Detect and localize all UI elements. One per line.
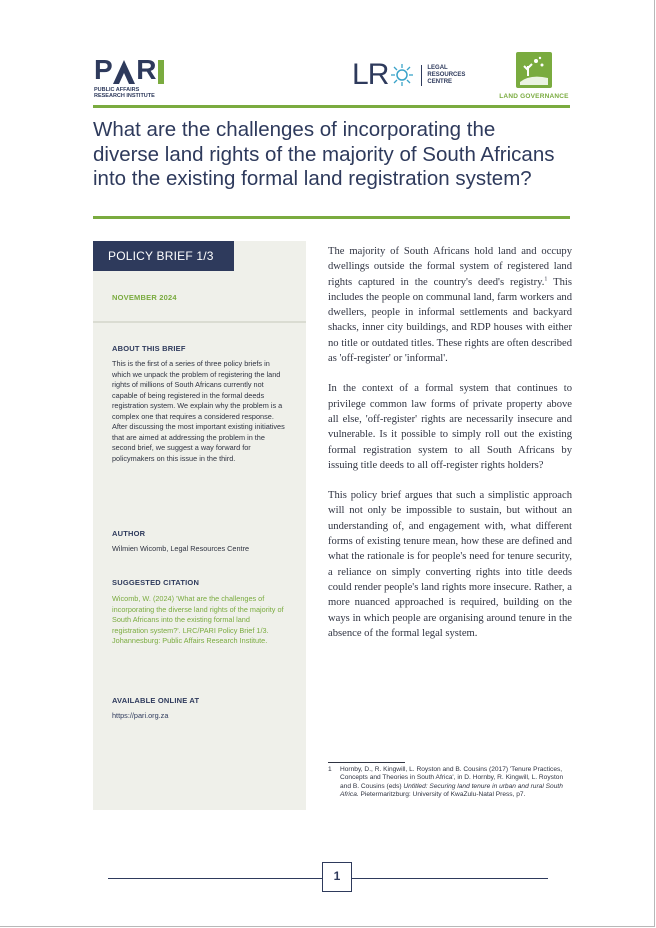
author-text: Wilmien Wicomb, Legal Resources Centre [112, 544, 250, 553]
lrc-letters-l: L [352, 58, 368, 91]
land-governance-logo [498, 52, 570, 100]
paragraph-2: In the context of a formal system that continues to privilege common law forms of private property above all else, 'off-register' rights are necessarily insecure and vulnerable. Is it possible to simply roll out the existing formal registration system to all South Africans by issuing title deeds to all off-register rights holders? [328, 383, 572, 471]
footnote-text [340, 766, 568, 799]
pari-subtitle-line2: RESEARCH INSTITUTE [94, 93, 155, 99]
lrc-subtitle-line2: RESOURCES [427, 71, 466, 78]
lrc-subtitle-line3: CENTRE [427, 78, 453, 85]
online-heading: AVAILABLE ONLINE AT [112, 696, 200, 705]
online-link[interactable]: https://pari.org.za [112, 711, 169, 720]
pari-subtitle-line1: PUBLIC AFFAIRS [94, 87, 140, 93]
pari-subtitle [94, 87, 164, 99]
citation-heading: SUGGESTED CITATION [112, 578, 200, 587]
about-text: This is the first of a series of three policy briefs in which we unpack the problem of registering the land rights of millions of South Africans currently not capable of being registered in the formal deeds registration system. We explain why the problem is a complex one that requires a considered response. After discussing the most important existing initiatives that are aimed at addressing the problem in the second brief, we suggest a way forward for policymakers on this issue in the third. [112, 359, 285, 463]
header-divider [93, 105, 570, 108]
footnote-divider [328, 762, 405, 763]
footnote-text-italic: Untitled: Securing land tenure in urban and rural South Africa. [340, 782, 563, 798]
citation-text: Wicomb, W. (2024) 'What are the challenges of incorporating the diverse land rights of the majority of South Africans into the existing formal land registration system?'. LRC/PARI Policy Brief 1/3. Johannesburg: Public Affairs Research Institute. [112, 594, 284, 645]
lrc-subtitle-line1: LEGAL [427, 64, 448, 71]
footnote-ref[interactable]: 1 [544, 276, 548, 283]
page-number: 1 [322, 862, 352, 892]
author-heading: AUTHOR [112, 529, 146, 538]
footnote-text-b: Pietermaritzburg: University of KwaZulu-Natal Press, p7. [358, 790, 526, 798]
document-title: What are the challenges of incorporating the diverse land rights of the majority of South Africans into the existing formal land registration system? [93, 118, 555, 190]
footnote-number: 1 [328, 766, 332, 773]
title-divider [93, 216, 570, 219]
footnote [328, 766, 568, 799]
paragraph-1-part-a: The majority of South Africans hold land and occupy dwellings outside the formal system of registered land rights captured in the country's deed's registry. [328, 246, 572, 288]
lrc-letters-r: R [367, 58, 389, 91]
main-body [328, 244, 572, 656]
sidebar [93, 241, 306, 810]
paragraph-3: This policy brief argues that such a simplistic approach will not only be impossible to sustain, but without an understanding of, and engagement with, what different forms of existing tenure mean, how these are defined and what the rationale is for people's need for tenure security, a reliance on simply converting rights into title deeds could render people's land rights more insecure. Rather, a more nuanced approached is required, building on the ways in which people are organising around tenure in the absence of the formal legal system. [328, 490, 572, 639]
footnote-text-a: Hornby, D., R. Kingwill, L. Royston and B. Cousins (2017) 'Tenure Practices, Concepts and Theories in South Africa', in D. Hornby, R. Kingwill, L. Royston and B. Cousins (eds) [340, 766, 564, 790]
lrc-subtitle [421, 65, 471, 86]
pari-i-glyph [158, 60, 164, 84]
lrc-logo [352, 60, 471, 90]
pari-a-glyph [113, 60, 135, 84]
pari-wordmark: P R [94, 56, 164, 84]
land-governance-caption: LAND GOVERNANCE [499, 93, 569, 100]
land-governance-icon [516, 52, 552, 88]
sidebar-divider [93, 321, 306, 323]
pari-logo [94, 56, 164, 99]
paragraph-1-part-b: This includes the people on communal land, farm workers and dwellers, people in informal settlements and backyard shacks, inner city buildings, and RDP houses with either no title or outdated titles. These rights are often described as 'off-register' or 'informal'. [328, 276, 572, 365]
sun-icon [390, 63, 414, 87]
policy-brief-badge: POLICY BRIEF 1/3 [93, 241, 234, 271]
publication-date: NOVEMBER 2024 [112, 293, 177, 302]
about-heading: ABOUT THIS BRIEF [112, 344, 186, 353]
paragraph-1 [328, 244, 572, 366]
